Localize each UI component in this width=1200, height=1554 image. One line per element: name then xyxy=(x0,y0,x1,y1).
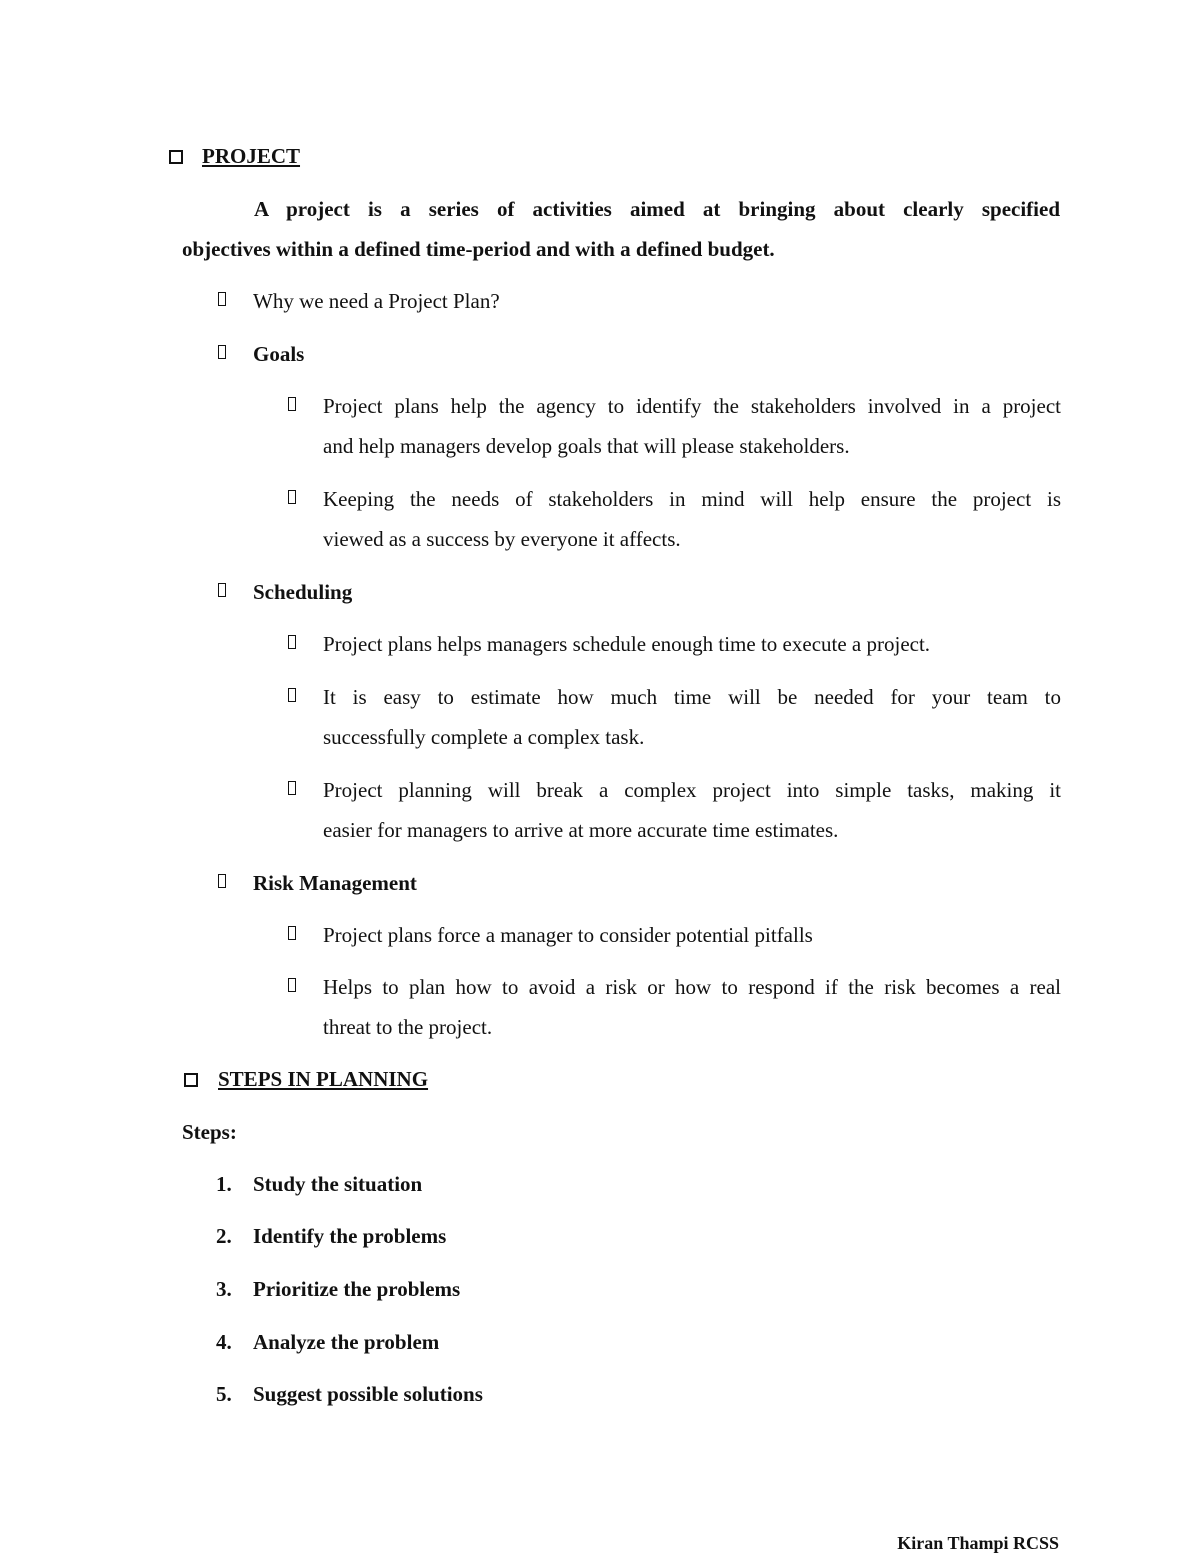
step-number: 5. xyxy=(216,1382,232,1406)
definition-line-1: A project is a series of activities aimed at bringing about clearly specified xyxy=(254,197,1060,221)
risk-item-2: Helps to plan how to avoid a risk or how to respond if the risk becomes a real xyxy=(323,975,1061,999)
why-item: Why we need a Project Plan? xyxy=(253,289,500,313)
checkbox-bullet-icon xyxy=(169,150,183,164)
goals-label: Goals xyxy=(253,342,305,366)
definition-line-2: objectives within a defined time-period and with a defined budget. xyxy=(182,237,775,261)
missing-glyph-bullet-icon xyxy=(288,397,296,411)
scheduling-item-2-line-2: successfully complete a complex task. xyxy=(323,725,645,749)
section-heading-project: PROJECT xyxy=(202,144,301,168)
step-number: 4. xyxy=(216,1330,232,1354)
missing-glyph-bullet-icon xyxy=(288,490,296,504)
missing-glyph-bullet-icon xyxy=(288,635,296,649)
scheduling-item-3: Project planning will break a complex project into simple tasks, making it xyxy=(323,778,1061,802)
missing-glyph-bullet-icon xyxy=(218,345,226,359)
step-number: 3. xyxy=(216,1277,232,1301)
scheduling-item-3-line-2: easier for managers to arrive at more accurate time estimates. xyxy=(323,818,839,842)
step-number: 2. xyxy=(216,1224,232,1248)
risk-management-label: Risk Management xyxy=(253,871,417,895)
steps-label: Steps: xyxy=(182,1120,237,1144)
scheduling-item-1: Project plans helps managers schedule enough time to execute a project. xyxy=(323,632,931,656)
checkbox-bullet-icon xyxy=(184,1073,198,1087)
missing-glyph-bullet-icon xyxy=(288,978,296,992)
goals-item-1: Project plans help the agency to identify the stakeholders involved in a project xyxy=(323,394,1061,418)
step-text: Study the situation xyxy=(253,1172,423,1196)
risk-item-1: Project plans force a manager to consider potential pitfalls xyxy=(323,923,813,947)
missing-glyph-bullet-icon xyxy=(288,688,296,702)
goals-item-2: Keeping the needs of stakeholders in mind will help ensure the project is xyxy=(323,487,1061,511)
missing-glyph-bullet-icon xyxy=(218,874,226,888)
scheduling-label: Scheduling xyxy=(253,580,353,604)
missing-glyph-bullet-icon xyxy=(218,292,226,306)
missing-glyph-bullet-icon xyxy=(288,781,296,795)
step-text: Suggest possible solutions xyxy=(253,1382,483,1406)
goals-item-1-line-2: and help managers develop goals that will please stakeholders. xyxy=(323,434,850,458)
step-text: Prioritize the problems xyxy=(253,1277,461,1301)
missing-glyph-bullet-icon xyxy=(218,583,226,597)
risk-item-2-line-2: threat to the project. xyxy=(323,1015,493,1039)
scheduling-item-2: It is easy to estimate how much time will be needed for your team to xyxy=(323,685,1061,709)
page-footer-author: Kiran Thampi RCSS xyxy=(897,1533,1059,1553)
step-text: Identify the problems xyxy=(253,1224,447,1248)
step-number: 1. xyxy=(216,1172,232,1196)
section-heading-steps-in-planning: STEPS IN PLANNING xyxy=(218,1067,429,1091)
missing-glyph-bullet-icon xyxy=(288,926,296,940)
goals-item-2-line-2: viewed as a success by everyone it affects. xyxy=(323,527,681,551)
step-text: Analyze the problem xyxy=(253,1330,440,1354)
